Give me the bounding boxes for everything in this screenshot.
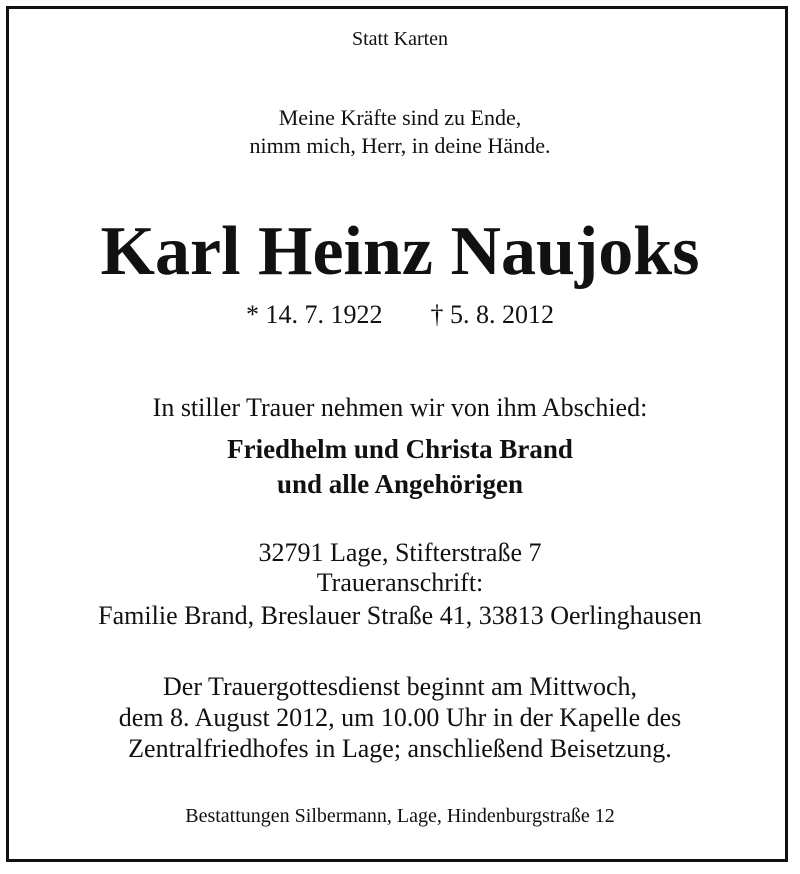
funeral-home-footer: Bestattungen Silbermann, Lage, Hindenburgstraße 12 — [185, 805, 615, 827]
kicker-text: Statt Karten — [351, 28, 449, 50]
address-line-2: Traueranschrift: — [316, 568, 484, 597]
address-line-3: Familie Brand, Breslauer Straße 41, 33813 Oerlinghausen — [98, 601, 702, 630]
life-dates — [0, 300, 800, 330]
service-line-2: dem 8. August 2012, um 10.00 Uhr in der Kapelle des — [118, 703, 682, 732]
service-line-1: Der Trauergottesdienst beginnt am Mittwoch, — [163, 672, 637, 701]
mourner-line-1: Friedhelm und Christa Brand — [227, 434, 573, 464]
death-date: † 5. 8. 2012 — [430, 300, 554, 329]
birth-date: * 14. 7. 1922 — [246, 300, 383, 329]
farewell-intro: In stiller Trauer nehmen wir von ihm Abschied: — [152, 393, 648, 422]
service-line-3: Zentralfriedhofes in Lage; anschließend Beisetzung. — [128, 734, 672, 763]
deceased-name: Karl Heinz Naujoks — [100, 213, 700, 290]
verse-line-1: Meine Kräfte sind zu Ende, — [278, 105, 522, 130]
verse-line-2: nimm mich, Herr, in deine Hände. — [249, 133, 551, 158]
address-line-1: 32791 Lage, Stifterstraße 7 — [258, 538, 542, 567]
mourner-line-2: und alle Angehörigen — [276, 469, 524, 499]
